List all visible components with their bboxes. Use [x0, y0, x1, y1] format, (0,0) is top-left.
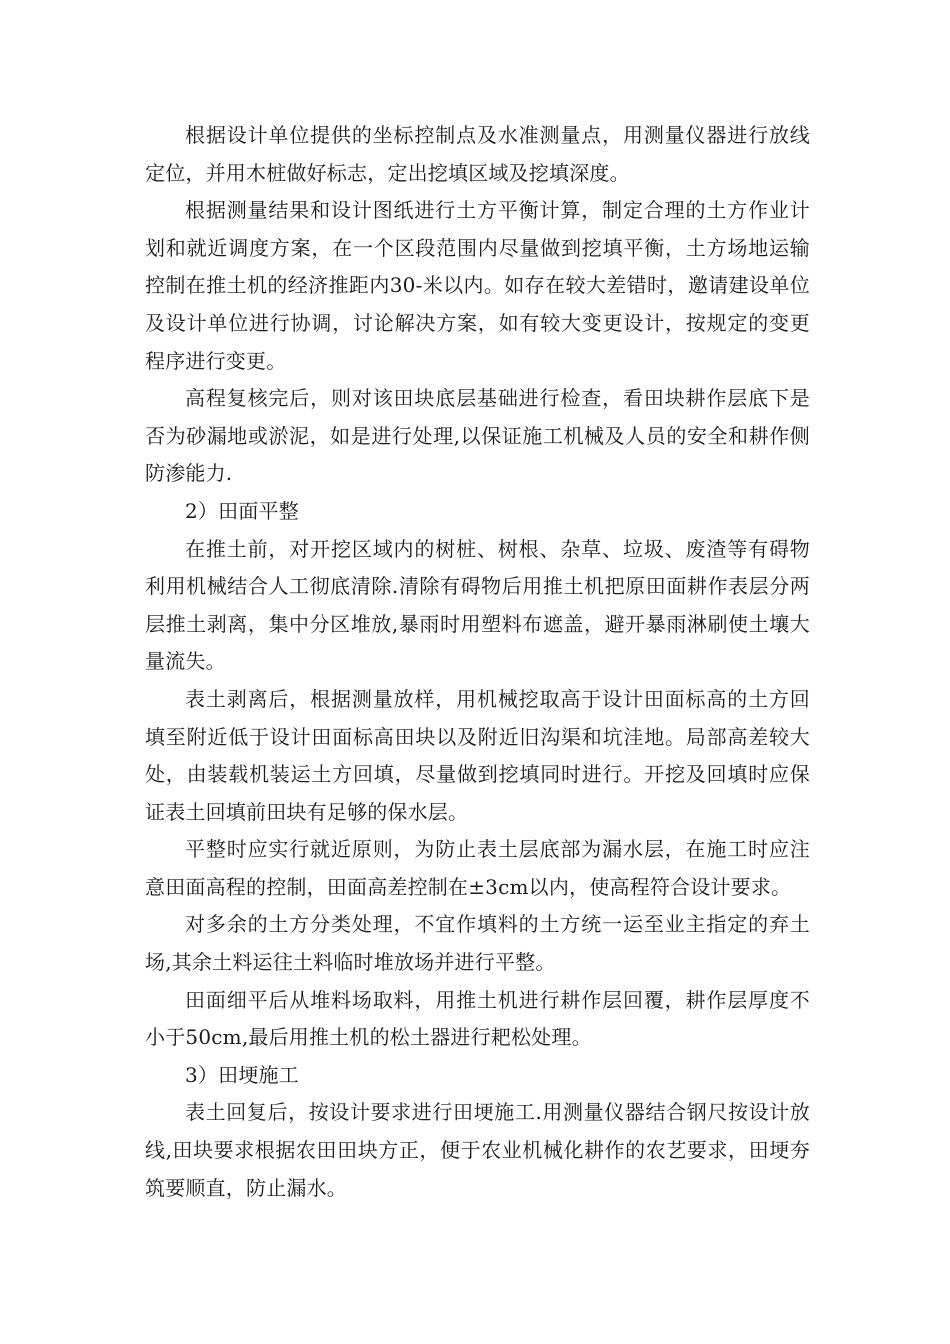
paragraph-surplus-soil: 对多余的土方分类处理，不宜作填料的土方统一运至业主指定的弃土场,其余土料运往土料临时堆放场并进行平整。: [145, 912, 810, 975]
document-page: [145, 117, 810, 1207]
paragraph-elevation-check: 高程复核完后，则对该田块底层基础进行检查，看田块耕作层底下是否为砂漏地或淤泥，如是进行处理,以保证施工机械及人员的安全和耕作侧防渗能力.: [145, 386, 810, 486]
paragraph-elevation-control: 平整时应实行就近原则，为防止表土层底部为漏水层，在施工时应注意田面高程的控制，田面高差控制在±3cm以内，使高程符合设计要求。: [145, 837, 810, 899]
paragraph-excavation-backfill: 表土剥离后，根据测量放样，用机械挖取高于设计田面标高的土方回填至附近低于设计田面标高田块以及附近旧沟渠和坑洼地。局部高差较大处，由装载机装运土方回填，尽量做到挖填同时进行。开挖及回填时应保证表土回填前田块有足够的保水层。: [145, 686, 810, 824]
section-heading-ridge-construction: 3）田埂施工: [185, 1062, 299, 1087]
paragraph-topsoil-return: 田面细平后从堆料场取料，用推土机进行耕作层回覆，耕作层厚度不小于50cm,最后用推土机的松土器进行耙松处理。: [145, 987, 810, 1050]
paragraph-clearing-stripping: 在推土前，对开挖区域内的树桩、树根、杂草、垃圾、废渣等有碍物利用机械结合人工彻底清除.清除有碍物后用推土机把原田面耕作表层分两层推土剥离，集中分区堆放,暴雨时用塑料布遮盖，避开暴雨淋刷使土壤大量流失。: [145, 536, 810, 674]
paragraph-earthwork-balance: 根据测量结果和设计图纸进行土方平衡计算，制定合理的土方作业计划和就近调度方案，在一个区段范围内尽量做到挖填平衡，土方场地运输控制在推土机的经济推距内30-米以内。如存在较大差错时，邀请建设单位及设计单位进行协调，讨论解决方案，如有较大变更设计，按规定的变更程序进行变更。: [145, 198, 810, 373]
paragraph-ridge-construction: 表土回复后，按设计要求进行田埂施工.用测量仪器结合钢尺按设计放线,田块要求根据农田田块方正，便于农业机械化耕作的农艺要求，田埂夯筑要顺直，防止漏水。: [145, 1100, 810, 1200]
section-heading-field-leveling: 2）田面平整: [185, 498, 299, 523]
paragraph-survey-layout: 根据设计单位提供的坐标控制点及水准测量点，用测量仪器进行放线定位，并用木桩做好标志，定出挖填区域及挖填深度。: [145, 123, 810, 185]
